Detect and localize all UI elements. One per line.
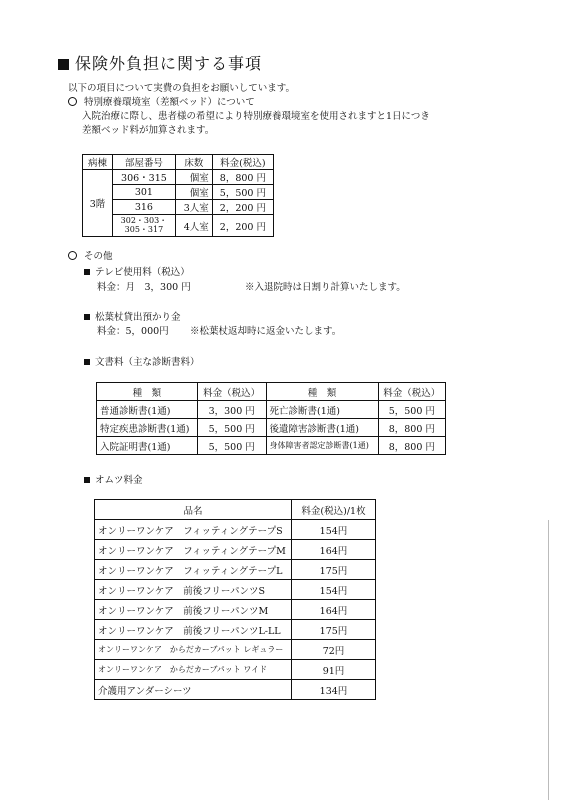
table-header-row xyxy=(83,155,274,170)
crutch-fee-amount: 料金：5，000円 xyxy=(97,326,169,337)
table-header-row xyxy=(97,383,446,401)
item-price-cell: 91円 xyxy=(292,660,376,680)
other-section-title xyxy=(68,251,113,262)
doc-type-cell: 特定疾患診断書(1通) xyxy=(97,419,198,437)
document-fee-title xyxy=(84,357,200,368)
item-price-cell: 72円 xyxy=(292,640,376,660)
doc-type-cell: 死亡診断書(1通) xyxy=(266,401,378,419)
header-room: 部屋番号 xyxy=(112,155,175,170)
square-bullet-icon xyxy=(84,269,90,275)
beds-cell: 個室 xyxy=(175,170,212,185)
item-name-cell: オンリーワンケア からだカーブパット ワイド xyxy=(95,660,292,680)
crutch-fee-note: ※松葉杖返却時に返金いたします。 xyxy=(190,326,342,337)
table-row xyxy=(95,540,376,560)
table-row xyxy=(95,640,376,660)
table-row xyxy=(95,660,376,680)
header-fee-2: 料金（税込） xyxy=(378,383,445,401)
table-row xyxy=(95,580,376,600)
header-ward: 病棟 xyxy=(83,155,113,170)
table-row xyxy=(83,170,274,185)
ward-cell: 3階 xyxy=(83,170,113,237)
doc-fee-cell: 8，800 円 xyxy=(378,437,445,455)
doc-fee-cell: 5，500 円 xyxy=(197,419,266,437)
square-bullet-icon xyxy=(84,359,90,365)
table-row xyxy=(97,419,446,437)
room-cell: 302・303・305・317 xyxy=(112,215,175,237)
item-name-cell: オンリーワンケア フィッティングテープS xyxy=(95,520,292,540)
special-room-title: 特別療養環境室（差額ベッド）について xyxy=(84,97,255,108)
tv-title: テレビ使用料（税込） xyxy=(95,267,190,278)
special-room-desc-line1: 入院治療に際し、患者様の希望により特別療養環境室を使用されますと1日につき xyxy=(82,111,430,122)
item-name-cell: オンリーワンケア フィッティングテープM xyxy=(95,540,292,560)
room-cell: 316 xyxy=(112,200,175,215)
item-price-cell: 164円 xyxy=(292,540,376,560)
header-type-2: 種 類 xyxy=(266,383,378,401)
doc-fee-cell: 5，500 円 xyxy=(197,437,266,455)
circle-bullet-icon xyxy=(68,251,77,260)
table-row xyxy=(95,680,376,700)
crutch-title: 松葉杖貸出預かり金 xyxy=(95,312,181,323)
room-cell: 306・315 xyxy=(112,170,175,185)
beds-cell: 個室 xyxy=(175,185,212,200)
item-price-cell: 175円 xyxy=(292,620,376,640)
tv-fee-amount: 料金：月 3，300 円 xyxy=(97,282,191,293)
page-heading xyxy=(58,51,262,74)
item-name-cell: オンリーワンケア からだカーブパット レギュラー xyxy=(95,640,292,660)
doc-type-cell: 普通診断書(1通) xyxy=(97,401,198,419)
item-name-cell: オンリーワンケア 前後フリーパンツS xyxy=(95,580,292,600)
room-cell: 301 xyxy=(112,185,175,200)
doc-type-cell: 身体障害者認定診断書(1通) xyxy=(266,437,378,455)
item-name-cell: オンリーワンケア 前後フリーパンツM xyxy=(95,600,292,620)
header-beds: 床数 xyxy=(175,155,212,170)
tv-fee-title xyxy=(84,267,190,278)
header-price: 料金(税込)/1枚 xyxy=(292,500,376,520)
header-type-1: 種 類 xyxy=(97,383,198,401)
diapers-title: オムツ料金 xyxy=(95,475,143,486)
header-fee-1: 料金（税込） xyxy=(197,383,266,401)
fee-cell: 5，500 円 xyxy=(212,185,273,200)
doc-type-cell: 後遺障害診断書(1通) xyxy=(266,419,378,437)
item-name-cell: オンリーワンケア 前後フリーパンツL-LL xyxy=(95,620,292,640)
table-row xyxy=(97,401,446,419)
item-name-cell: オンリーワンケア フィッティングテープL xyxy=(95,560,292,580)
item-price-cell: 164円 xyxy=(292,600,376,620)
tv-fee-note: ※入退院時は日割り計算いたします。 xyxy=(245,282,406,293)
diaper-fee-title xyxy=(84,475,143,486)
doc-fee-cell: 5，500 円 xyxy=(378,401,445,419)
item-price-cell: 154円 xyxy=(292,520,376,540)
square-bullet-icon xyxy=(84,477,90,483)
item-name-cell: 介護用アンダーシーツ xyxy=(95,680,292,700)
square-bullet-icon xyxy=(84,314,90,320)
document-fee-table xyxy=(96,382,446,455)
fee-cell: 8，800 円 xyxy=(212,170,273,185)
table-row xyxy=(95,560,376,580)
special-room-section-title xyxy=(68,97,255,108)
item-price-cell: 175円 xyxy=(292,560,376,580)
beds-cell: 4人室 xyxy=(175,215,212,237)
doc-fee-cell: 8，800 円 xyxy=(378,419,445,437)
table-row xyxy=(95,600,376,620)
table-row xyxy=(95,520,376,540)
fee-cell: 2，200 円 xyxy=(212,215,273,237)
table-row xyxy=(97,437,446,455)
square-bullet-icon xyxy=(58,59,69,70)
room-fee-table xyxy=(82,154,274,237)
table-row xyxy=(95,620,376,640)
header-fee: 料金(税込) xyxy=(212,155,273,170)
other-title: その他 xyxy=(84,251,113,262)
crutch-deposit-title xyxy=(84,312,181,323)
documents-title: 文書料（主な診断書料） xyxy=(95,357,200,368)
intro-text: 以下の項目について実費の負担をお願いしています。 xyxy=(68,83,296,94)
circle-bullet-icon xyxy=(68,97,77,106)
beds-cell: 3人室 xyxy=(175,200,212,215)
scan-edge-line xyxy=(548,520,549,800)
header-item-name: 品名 xyxy=(95,500,292,520)
table-header-row xyxy=(95,500,376,520)
doc-type-cell: 入院証明書(1通) xyxy=(97,437,198,455)
fee-cell: 2，200 円 xyxy=(212,200,273,215)
item-price-cell: 154円 xyxy=(292,580,376,600)
doc-fee-cell: 3，300 円 xyxy=(197,401,266,419)
special-room-desc-line2: 差額ベッド料が加算されます。 xyxy=(82,125,215,136)
item-price-cell: 134円 xyxy=(292,680,376,700)
diaper-fee-table xyxy=(94,499,376,700)
page-title: 保険外負担に関する事項 xyxy=(75,54,263,73)
